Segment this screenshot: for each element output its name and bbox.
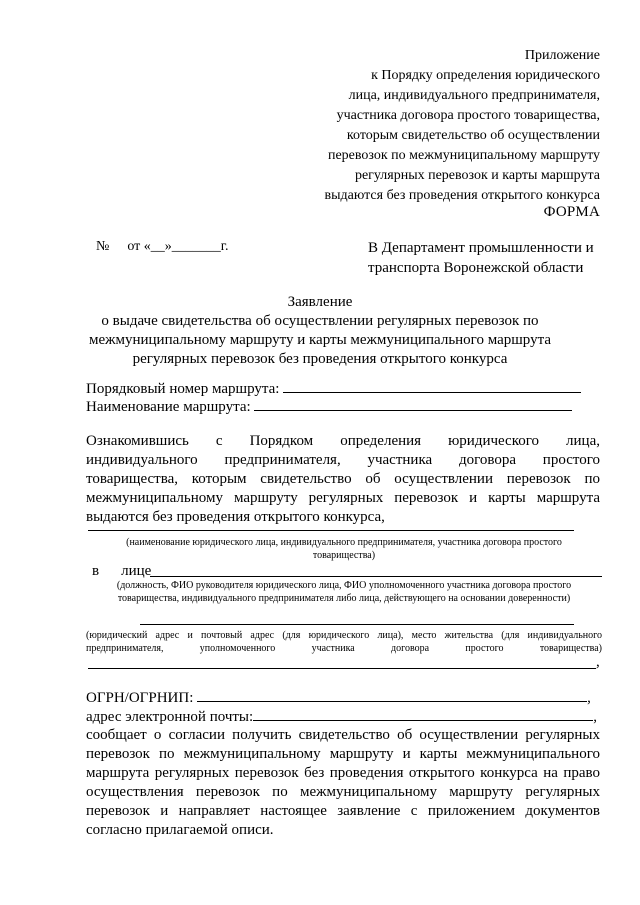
route-name-label: Наименование маршрута: — [86, 399, 251, 415]
paragraph-line: товарищества, которым свидетельство об осуществлении перевозок по — [86, 471, 600, 487]
appendix-line: перевозок по межмуниципальному маршруту — [327, 148, 600, 163]
route-name-field — [86, 398, 572, 416]
email-label: адрес электронной почты: — [86, 709, 254, 725]
address-input-continued[interactable] — [88, 668, 596, 669]
prefix-lice: лице — [121, 563, 152, 579]
appendix-line: регулярных перевозок и карты маршрута — [354, 168, 600, 183]
number-date-line — [96, 238, 228, 256]
appendix-header — [300, 46, 600, 206]
number-sign: № — [96, 239, 110, 254]
paragraph-line: согласно прилагаемой описи. — [86, 822, 274, 838]
hint-line: товарищества) — [312, 550, 376, 561]
route-name-input[interactable] — [254, 398, 572, 411]
appendix-line: выдаются без проведения открытого конкурса — [324, 188, 600, 203]
ogrn-input[interactable] — [197, 689, 587, 702]
hint-line: (наименование юридического лица, индивидуального предпринимателя, участника договора простого — [126, 537, 562, 548]
intro-paragraph — [86, 432, 600, 527]
form-label: ФОРМА — [543, 204, 600, 220]
trailing-comma: , — [587, 690, 591, 706]
hint-line: (должность, ФИО руководителя юридического лица, ФИО уполномоченного участника договора простого — [116, 580, 572, 591]
hint-line: предпринимателя, уполномоченного участника договора простого товарищества) — [86, 643, 602, 654]
paragraph-line: перевозок и направляет настоящее заявление с приложением документов — [86, 803, 600, 819]
prefix-v: в — [92, 563, 100, 579]
appendix-line: участника договора простого товарищества, — [336, 108, 600, 123]
address-hint — [86, 629, 602, 655]
hint-line: (юридический адрес и почтовый адрес (для юридического лица), место жительства (для индивидуального — [86, 630, 602, 641]
title-line: межмуниципальному маршруту и карты межмуниципального маршрута — [88, 332, 552, 348]
person-hint — [86, 579, 602, 605]
document-title — [80, 293, 560, 369]
paragraph-line: Ознакомившись с Порядком определения юридического лица, — [86, 433, 600, 449]
route-number-input[interactable] — [283, 380, 581, 393]
ogrn-label: ОГРН/ОГРНИП: — [86, 690, 194, 706]
ogrn-field — [86, 689, 591, 707]
appendix-line: Приложение — [524, 48, 600, 63]
appendix-line: к Порядку определения юридического — [371, 68, 600, 83]
entity-name-input[interactable] — [88, 530, 574, 531]
title-line: о выдаче свидетельства об осуществлении регулярных перевозок по — [101, 313, 539, 329]
paragraph-line: маршрута регулярных перевозок без проведения открытого конкурса на право — [86, 765, 600, 781]
person-input[interactable] — [150, 576, 602, 577]
paragraph-line: осуществления перевозок по межмуниципальному маршруту регулярных — [86, 784, 600, 800]
title-line: регулярных перевозок без проведения открытого конкурса — [132, 351, 508, 367]
email-field — [86, 708, 597, 726]
title-heading: Заявление — [287, 294, 353, 310]
entity-name-hint — [86, 536, 602, 562]
recipient-line: В Департамент промышленности и — [368, 240, 594, 256]
route-number-label: Порядковый номер маршрута: — [86, 381, 280, 397]
address-input[interactable] — [140, 624, 574, 625]
paragraph-line: перевозок по межмуниципальному маршруту и карты межмуниципального — [86, 746, 600, 762]
appendix-line: лица, индивидуального предпринимателя, — [348, 88, 600, 103]
trailing-comma: , — [596, 654, 600, 670]
recipient-line: транспорта Воронежской области — [368, 260, 584, 276]
paragraph-line: выдаются без проведения открытого конкурса, — [86, 509, 385, 525]
hint-line: товарищества, индивидуального предпринимателя либо лица, действующего на основании доверенности) — [117, 593, 571, 604]
paragraph-line: сообщает о согласии получить свидетельство об осуществлении регулярных — [86, 727, 600, 743]
email-input[interactable] — [253, 708, 593, 721]
route-number-field — [86, 380, 581, 398]
trailing-comma: , — [593, 709, 597, 725]
recipient-block — [368, 238, 594, 278]
date-text: от «__»_______г. — [127, 239, 229, 254]
appendix-line: которым свидетельство об осуществлении — [346, 128, 600, 143]
paragraph-line: межмуниципальному маршруту регулярных перевозок и карты маршрута — [86, 490, 600, 506]
paragraph-line: индивидуального предпринимателя, участника договора простого — [86, 452, 600, 468]
person-prefix — [92, 562, 151, 580]
consent-paragraph — [86, 726, 600, 840]
